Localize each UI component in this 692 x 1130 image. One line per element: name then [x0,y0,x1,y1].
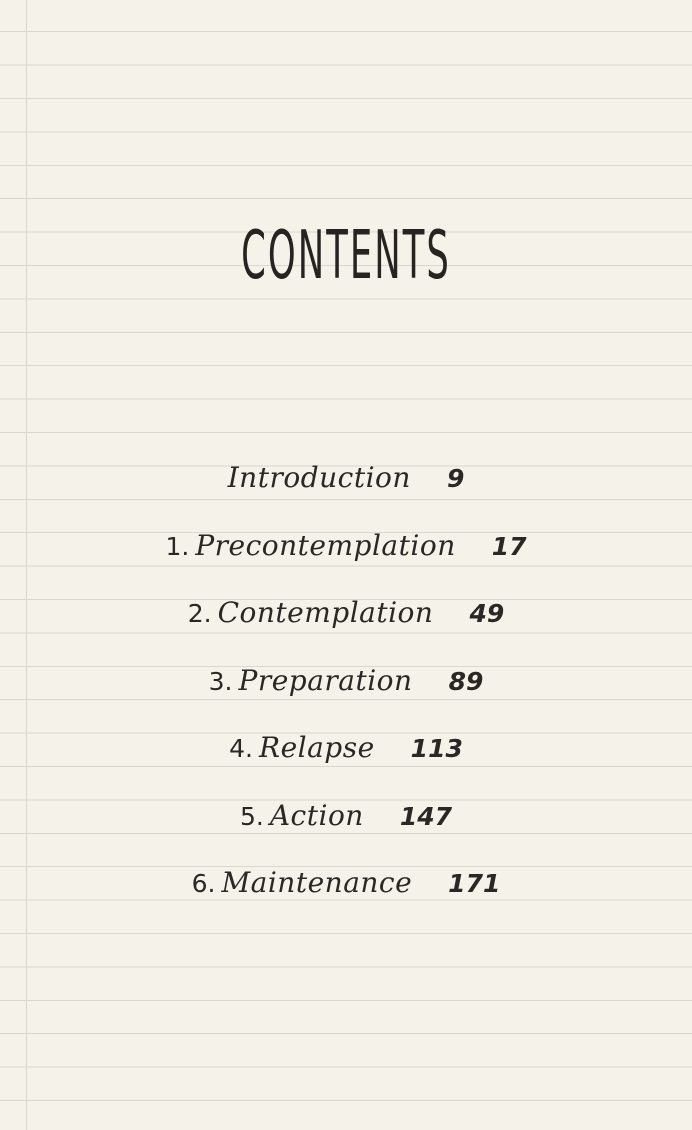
toc-entry-maintenance [0,861,692,929]
toc-entry-label: Action [269,798,364,832]
toc-entry-number: 6. [191,869,216,898]
toc-entry-page: 9 [446,464,465,493]
toc-entry-number: 5. [239,801,264,831]
toc-entry-page: 17 [491,531,527,561]
toc-entry-contemplation [0,591,692,659]
toc-entry-number: 3. [208,666,233,696]
toc-entry-label: Maintenance [221,866,413,899]
toc-entry-page: 171 [448,869,501,898]
toc-entry-number: 4. [229,734,253,763]
toc-entry-action [0,794,692,862]
contents-title: CONTENTS [241,218,451,295]
toc-entry-page: 147 [399,801,453,831]
toc-entry-preparation [0,659,692,727]
toc-entry-number: 1. [165,531,190,561]
toc-entry-label: Relapse [259,731,375,764]
toc-entry-precontemplation [0,524,692,592]
toc-entry-introduction [0,456,692,524]
toc-entry-label: Preparation [238,663,413,697]
toc-entry-label: Contemplation [217,596,434,629]
toc-entry-page: 89 [448,666,484,696]
toc-entry-relapse [0,726,692,794]
toc-entry-page: 49 [469,599,505,628]
toc-entry-page: 113 [410,734,463,763]
toc-entry-label: Introduction [227,461,411,494]
table-of-contents [0,456,692,929]
toc-entry-label: Precontemplation [195,528,456,562]
toc-entry-number: 2. [187,599,212,628]
